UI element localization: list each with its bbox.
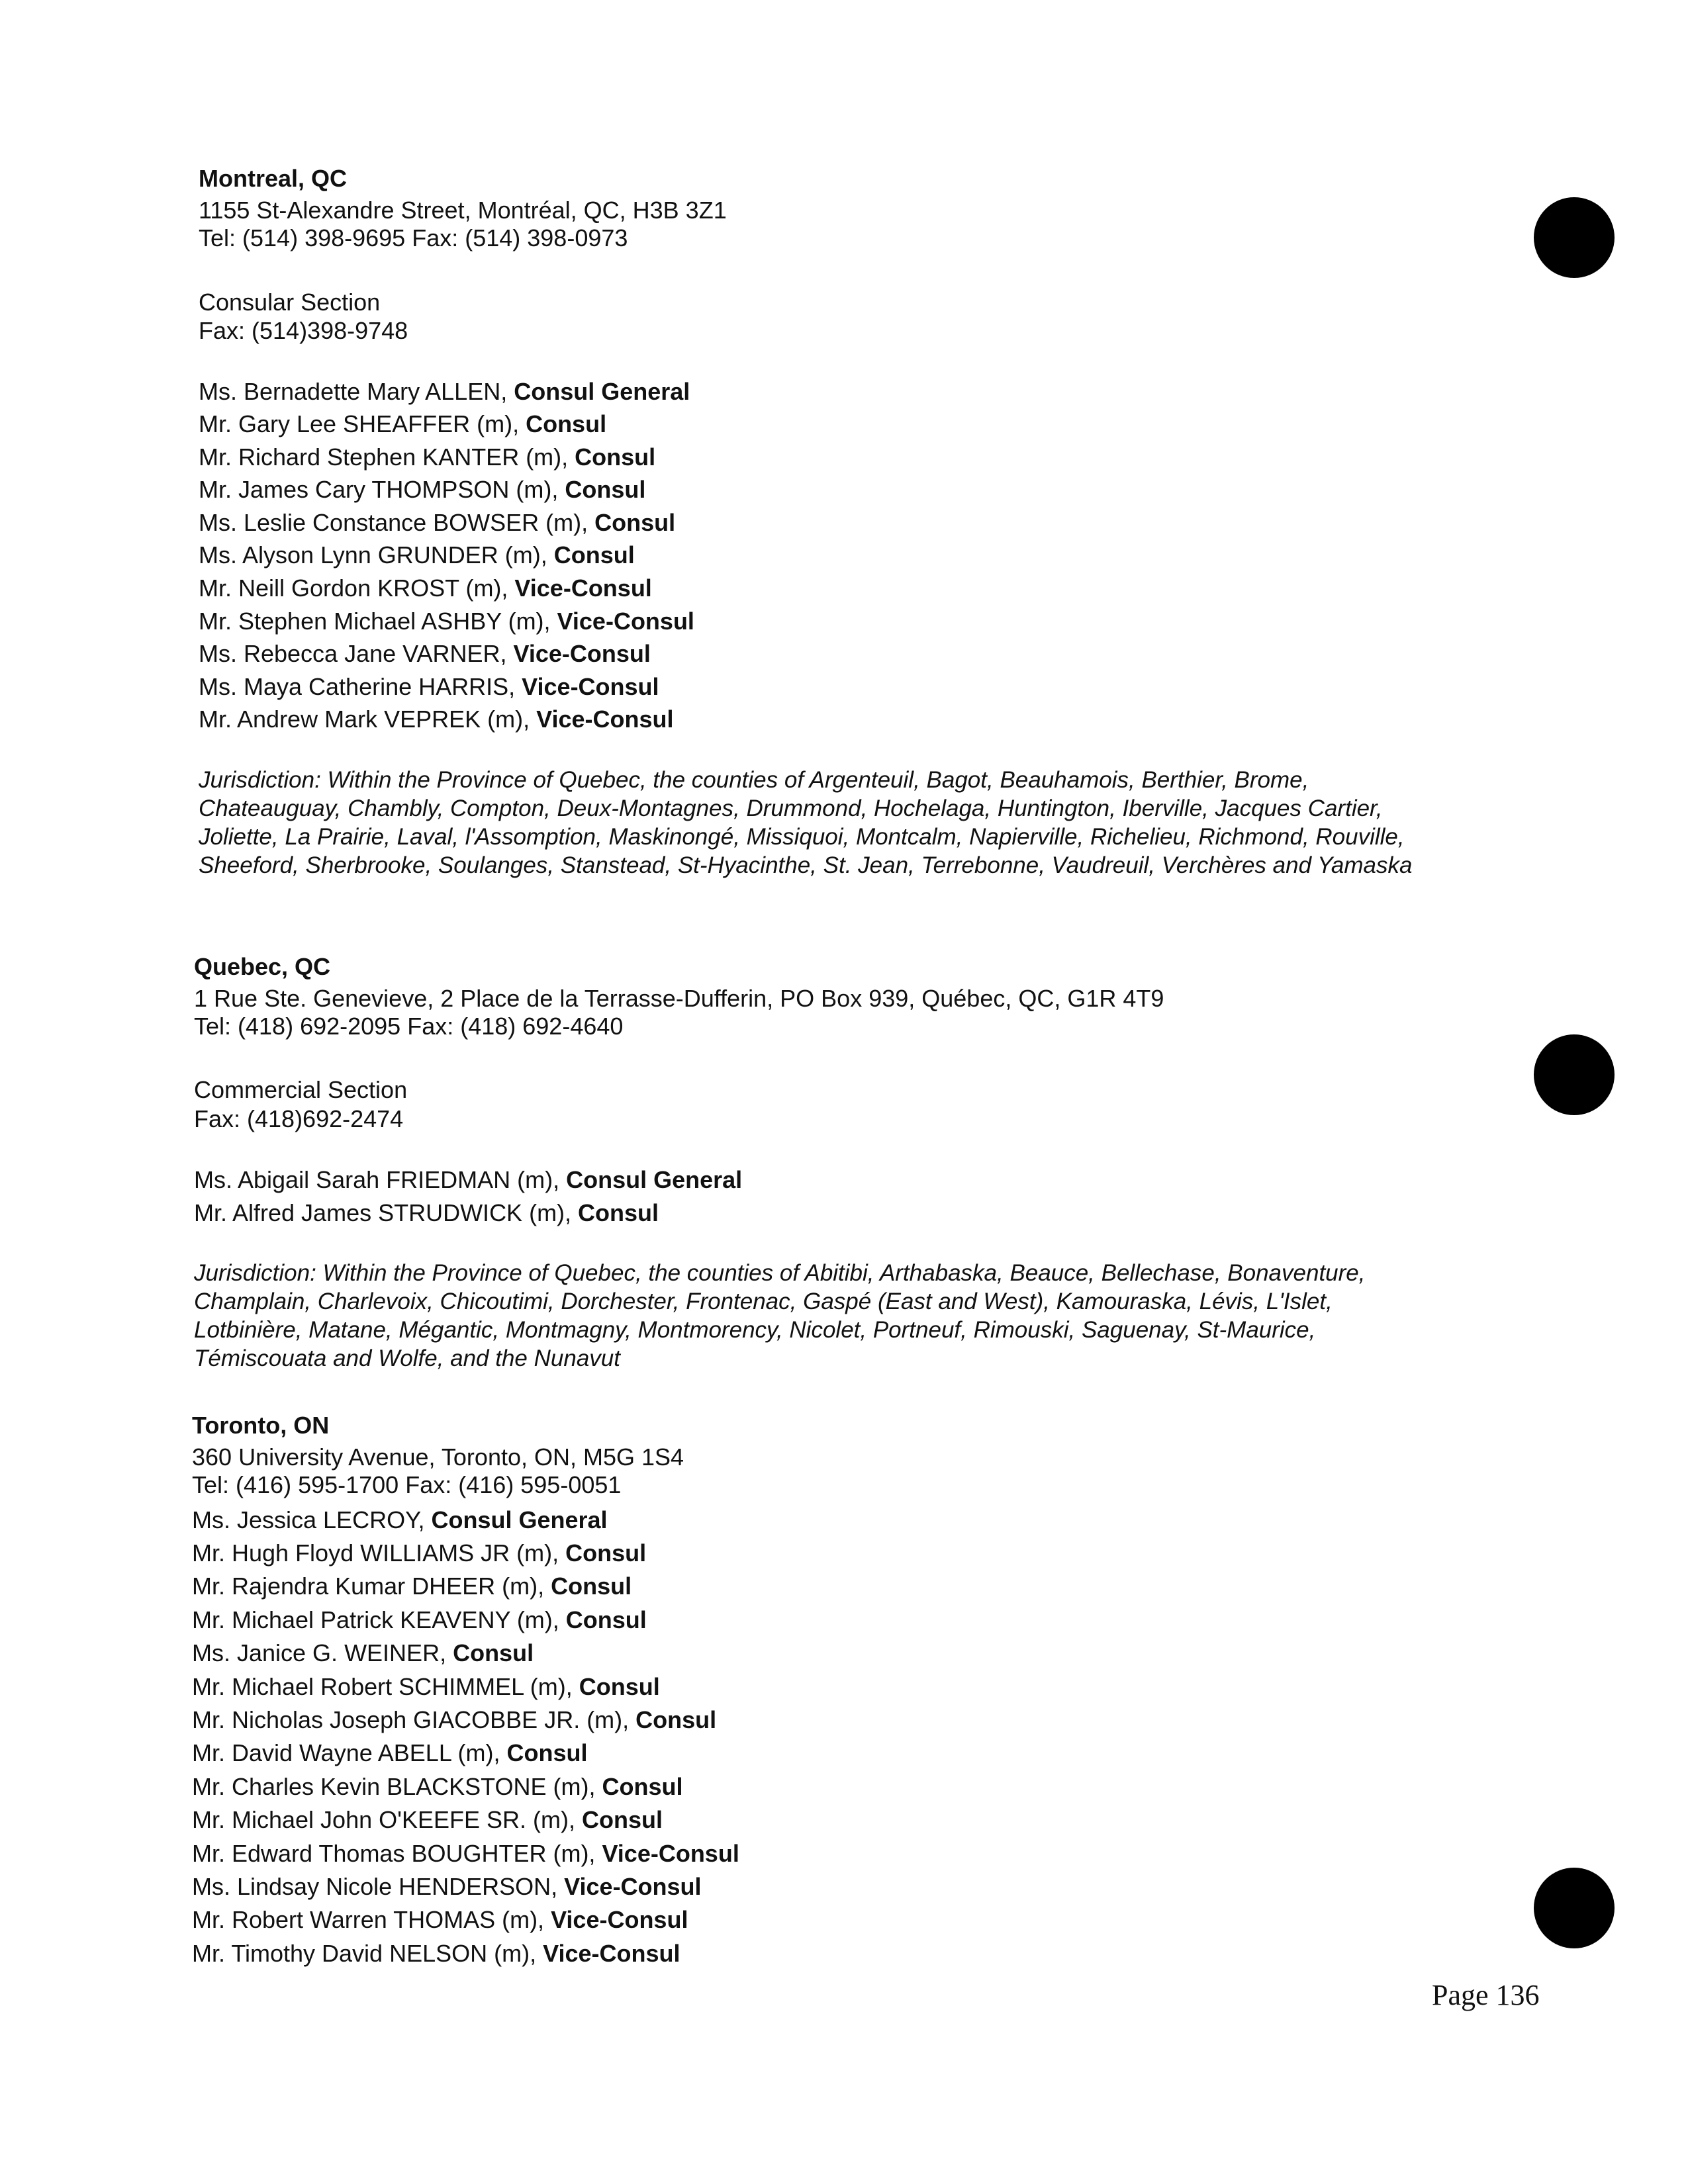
staff-role: Vice-Consul <box>551 1906 688 1933</box>
staff-name: Mr. Stephen Michael ASHBY (m), <box>199 608 557 635</box>
subsection-title: Commercial Section <box>194 1076 408 1103</box>
staff-name: Mr. Hugh Floyd WILLIAMS JR (m), <box>192 1539 566 1567</box>
staff-row <box>199 510 675 536</box>
staff-role: Vice-Consul <box>543 1940 680 1967</box>
staff-row <box>192 1674 660 1700</box>
staff-role: Consul <box>602 1773 683 1800</box>
staff-name: Mr. Michael Robert SCHIMMEL (m), <box>192 1673 579 1700</box>
staff-role: Consul <box>578 1199 659 1226</box>
staff-name: Mr. Robert Warren THOMAS (m), <box>192 1906 551 1933</box>
staff-row <box>192 1707 716 1733</box>
address: 1155 St-Alexandre Street, Montréal, QC, H3B 3Z1 <box>199 197 727 224</box>
staff-row <box>192 1807 663 1833</box>
jurisdiction-line: Témiscouata and Wolfe, and the Nunavut <box>194 1345 620 1371</box>
jurisdiction-line: Joliette, La Prairie, Laval, l'Assomption, Maskinongé, Missiquoi, Montcalm, Napierville, Richelieu, Richmond, Rouville, <box>199 824 1405 850</box>
staff-name: Mr. Richard Stephen KANTER (m), <box>199 443 575 471</box>
staff-row <box>199 444 655 471</box>
staff-row <box>194 1200 659 1226</box>
punch-hole <box>1534 197 1615 278</box>
address: 1 Rue Ste. Genevieve, 2 Place de la Terrasse-Dufferin, PO Box 939, Québec, QC, G1R 4T9 <box>194 985 1164 1012</box>
jurisdiction-line: Jurisdiction: Within the Province of Quebec, the counties of Argenteuil, Bagot, Beauhamois, Berthier, Brome, <box>199 767 1309 793</box>
staff-role: Consul General <box>431 1506 608 1533</box>
staff-row <box>199 411 606 437</box>
subsection-fax: Fax: (418)692-2474 <box>194 1105 404 1132</box>
staff-name: Mr. Edward Thomas BOUGHTER (m), <box>192 1840 602 1867</box>
staff-name: Mr. Andrew Mark VEPREK (m), <box>199 705 537 733</box>
staff-name: Ms. Bernadette Mary ALLEN, <box>199 378 514 405</box>
staff-role: Consul <box>565 476 646 503</box>
staff-role: Consul <box>506 1739 588 1766</box>
staff-name: Mr. Nicholas Joseph GIACOBBE JR. (m), <box>192 1706 636 1733</box>
staff-name: Mr. Alfred James STRUDWICK (m), <box>194 1199 579 1226</box>
jurisdiction-line: Sheeford, Sherbrooke, Soulanges, Stanstead, St-Hyacinthe, St. Jean, Terrebonne, Vaudreuil, Verchères and Yamaska <box>199 852 1413 878</box>
staff-role: Vice-Consul <box>557 608 694 635</box>
staff-role: Consul <box>635 1706 717 1733</box>
staff-role: Vice-Consul <box>536 705 674 733</box>
staff-role: Consul <box>551 1572 632 1600</box>
jurisdiction-line: Chateauguay, Chambly, Compton, Deux-Montagnes, Drummond, Hochelaga, Huntington, Iberville, Jacques Cartier, <box>199 796 1383 821</box>
staff-row <box>199 575 652 602</box>
staff-name: Mr. Neill Gordon KROST (m), <box>199 574 515 602</box>
jurisdiction-line: Champlain, Charlevoix, Chicoutimi, Dorchester, Frontenac, Gaspé (East and West), Kamouraska, Lévis, L'Islet, <box>194 1289 1333 1314</box>
tel-fax: Tel: (418) 692-2095 Fax: (418) 692-4640 <box>194 1013 624 1040</box>
staff-row <box>192 1640 534 1666</box>
staff-row <box>199 379 690 405</box>
staff-role: Vice-Consul <box>513 640 651 667</box>
staff-row <box>199 477 645 503</box>
section-title: Toronto, ON <box>192 1412 330 1439</box>
staff-role: Consul <box>575 443 656 471</box>
staff-row <box>192 1874 702 1900</box>
staff-row <box>192 1507 608 1533</box>
staff-role: Consul <box>565 1539 647 1567</box>
staff-row <box>192 1940 680 1967</box>
staff-role: Consul <box>526 410 607 437</box>
staff-role: Consul General <box>514 378 690 405</box>
jurisdiction-line: Jurisdiction: Within the Province of Quebec, the counties of Abitibi, Arthabaska, Beauce, Bellechase, Bonaventure, <box>194 1260 1366 1286</box>
staff-row <box>199 706 674 733</box>
tel-fax: Tel: (416) 595-1700 Fax: (416) 595-0051 <box>192 1471 622 1498</box>
section-title: Quebec, QC <box>194 953 331 980</box>
staff-role: Consul <box>453 1639 534 1666</box>
staff-row <box>192 1573 632 1600</box>
staff-role: Vice-Consul <box>602 1840 739 1867</box>
section-title: Montreal, QC <box>199 165 348 192</box>
staff-name: Ms. Jessica LECROY, <box>192 1506 432 1533</box>
subsection-fax: Fax: (514)398-9748 <box>199 317 408 344</box>
staff-row <box>192 1907 688 1933</box>
page-number: Page 136 <box>1432 1979 1540 2011</box>
staff-name: Ms. Rebecca Jane VARNER, <box>199 640 514 667</box>
staff-role: Vice-Consul <box>514 574 652 602</box>
staff-role: Vice-Consul <box>564 1873 702 1900</box>
tel-fax: Tel: (514) 398-9695 Fax: (514) 398-0973 <box>199 224 628 251</box>
staff-role: Consul <box>582 1806 663 1833</box>
address: 360 University Avenue, Toronto, ON, M5G 1S4 <box>192 1443 684 1471</box>
staff-name: Ms. Abigail Sarah FRIEDMAN (m), <box>194 1166 567 1193</box>
punch-hole <box>1534 1034 1615 1115</box>
staff-name: Mr. Gary Lee SHEAFFER (m), <box>199 410 526 437</box>
staff-name: Ms. Leslie Constance BOWSER (m), <box>199 509 595 536</box>
staff-row <box>192 1607 647 1633</box>
staff-row <box>199 641 651 667</box>
staff-role: Consul <box>553 541 635 569</box>
staff-name: Mr. Rajendra Kumar DHEER (m), <box>192 1572 551 1600</box>
staff-row <box>192 1774 683 1800</box>
staff-name: Mr. James Cary THOMPSON (m), <box>199 476 565 503</box>
staff-role: Consul <box>565 1606 647 1633</box>
staff-name: Mr. Michael John O'KEEFE SR. (m), <box>192 1806 583 1833</box>
staff-row <box>199 542 635 569</box>
staff-name: Ms. Lindsay Nicole HENDERSON, <box>192 1873 565 1900</box>
staff-name: Mr. David Wayne ABELL (m), <box>192 1739 507 1766</box>
jurisdiction-line: Lotbinière, Matane, Mégantic, Montmagny, Montmorency, Nicolet, Portneuf, Rimouski, Saguenay, St-Maurice, <box>194 1317 1316 1343</box>
staff-row <box>199 608 694 635</box>
staff-row <box>199 674 659 700</box>
staff-name: Ms. Maya Catherine HARRIS, <box>199 673 522 700</box>
staff-row <box>192 1540 646 1567</box>
staff-name: Ms. Janice G. WEINER, <box>192 1639 453 1666</box>
punch-hole <box>1534 1868 1615 1948</box>
staff-name: Mr. Michael Patrick KEAVENY (m), <box>192 1606 566 1633</box>
staff-role: Vice-Consul <box>522 673 659 700</box>
staff-row <box>192 1841 739 1867</box>
subsection-title: Consular Section <box>199 289 381 316</box>
staff-role: Consul <box>594 509 676 536</box>
staff-role: Consul <box>579 1673 660 1700</box>
staff-row <box>194 1167 742 1193</box>
staff-name: Mr. Charles Kevin BLACKSTONE (m), <box>192 1773 602 1800</box>
staff-name: Ms. Alyson Lynn GRUNDER (m), <box>199 541 554 569</box>
staff-role: Consul General <box>566 1166 743 1193</box>
staff-row <box>192 1740 587 1766</box>
staff-name: Mr. Timothy David NELSON (m), <box>192 1940 543 1967</box>
